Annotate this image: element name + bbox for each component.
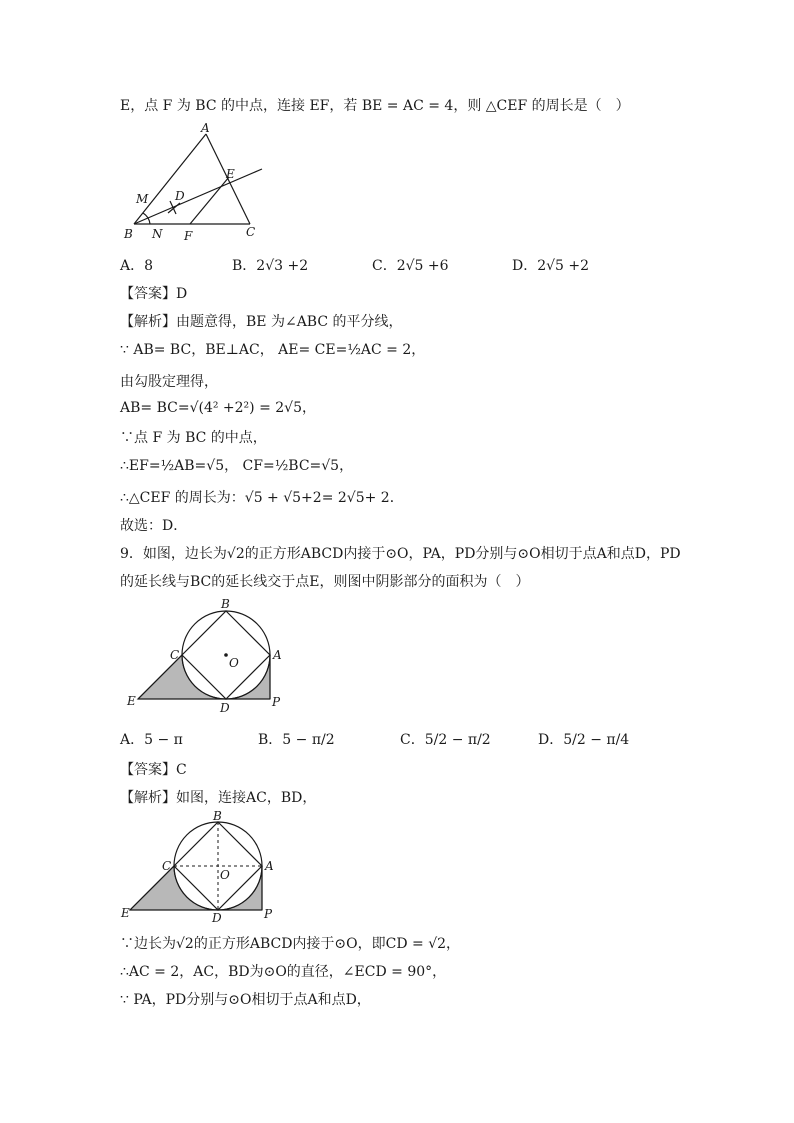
q8-analysis-5: ∵点 F 为 BC 的中点， xyxy=(120,430,267,446)
label-e: E xyxy=(226,167,235,181)
q9-analysis-1: ∵边长为√2的正方形ABCD内接于⊙O，即CD = √2， xyxy=(120,936,461,952)
q9-analysis-figure xyxy=(118,809,288,925)
q8-option-b: B．2√3 +2 xyxy=(232,258,309,274)
label-c: C xyxy=(162,859,172,873)
label-a: A xyxy=(265,859,274,873)
q9-option-a: A．5 − π xyxy=(120,732,183,748)
label-e: E xyxy=(121,906,130,920)
q8-stem: E，点 F 为 BC 的中点，连接 EF，若 BE = AC = 4，则 △CEF 的周长是（ ） xyxy=(120,98,630,114)
label-o: O xyxy=(220,868,230,882)
q9-option-c: C．5/2 − π/2 xyxy=(400,732,491,748)
label-e: E xyxy=(127,694,136,708)
label-o: O xyxy=(229,656,239,670)
label-d: D xyxy=(220,701,230,715)
label-b: B xyxy=(213,809,222,823)
q8-option-d: D．2√5 +2 xyxy=(512,258,590,274)
label-b: B xyxy=(124,227,133,241)
q8-option-a: A．8 xyxy=(120,258,154,274)
q9-option-b: B．5 − π/2 xyxy=(258,732,335,748)
label-c: C xyxy=(170,648,180,662)
segment-ab xyxy=(134,134,206,224)
q9-answer: 【答案】C xyxy=(120,762,187,778)
q9-stem-line2: 的延长线与BC的延长线交于点E，则图中阴影部分的面积为（ ） xyxy=(120,574,530,590)
q8-analysis-2: ∵ AB= BC，BE⊥AC， AE= CE=½AC = 2， xyxy=(120,342,426,358)
q9-analysis-intro: 【解析】如图，连接AC，BD， xyxy=(120,790,317,806)
q9-option-d: D．5/2 − π/4 xyxy=(538,732,630,748)
label-c: C xyxy=(246,225,256,239)
q8-analysis-4: AB= BC=√(4² +2²) = 2√5， xyxy=(120,400,316,416)
label-p: P xyxy=(272,695,281,709)
label-b: B xyxy=(221,597,230,611)
ray-bd xyxy=(134,169,262,224)
q8-analysis-6: ∴EF=½AB=√5， CF=½BC=√5， xyxy=(120,458,354,474)
q9-stem-line1: 9．如图，边长为√2的正方形ABCD内接于⊙O，PA，PD分别与⊙O相切于点A和点D，PD xyxy=(120,546,681,562)
q9-analysis-3: ∵ PA，PD分别与⊙O相切于点A和点D， xyxy=(120,992,371,1008)
q8-answer: 【答案】D xyxy=(120,286,188,302)
label-d: D xyxy=(175,189,185,203)
label-a: A xyxy=(201,121,210,135)
q8-triangle-figure xyxy=(118,122,278,244)
label-f: F xyxy=(184,229,193,243)
label-m: M xyxy=(136,192,149,206)
q9-analysis-2: ∴AC = 2，AC，BD为⊙O的直径，∠ECD = 90°， xyxy=(120,964,447,980)
q9-circle-figure xyxy=(122,596,292,714)
q8-analysis-8: 故选：D． xyxy=(120,518,188,534)
label-p: P xyxy=(264,907,273,921)
label-d: D xyxy=(212,911,222,925)
q8-analysis-3: 由勾股定理得， xyxy=(120,374,218,390)
q8-option-c: C．2√5 +6 xyxy=(372,258,449,274)
q8-analysis-7: ∴△CEF 的周长为：√5 + √5+2= 2√5+ 2． xyxy=(120,490,404,506)
center-dot xyxy=(224,653,228,657)
q8-analysis-1: 【解析】由题意得，BE 为∠ABC 的平分线， xyxy=(120,314,403,330)
label-n: N xyxy=(152,227,163,241)
segment-ef xyxy=(190,177,229,224)
label-a: A xyxy=(273,648,282,662)
